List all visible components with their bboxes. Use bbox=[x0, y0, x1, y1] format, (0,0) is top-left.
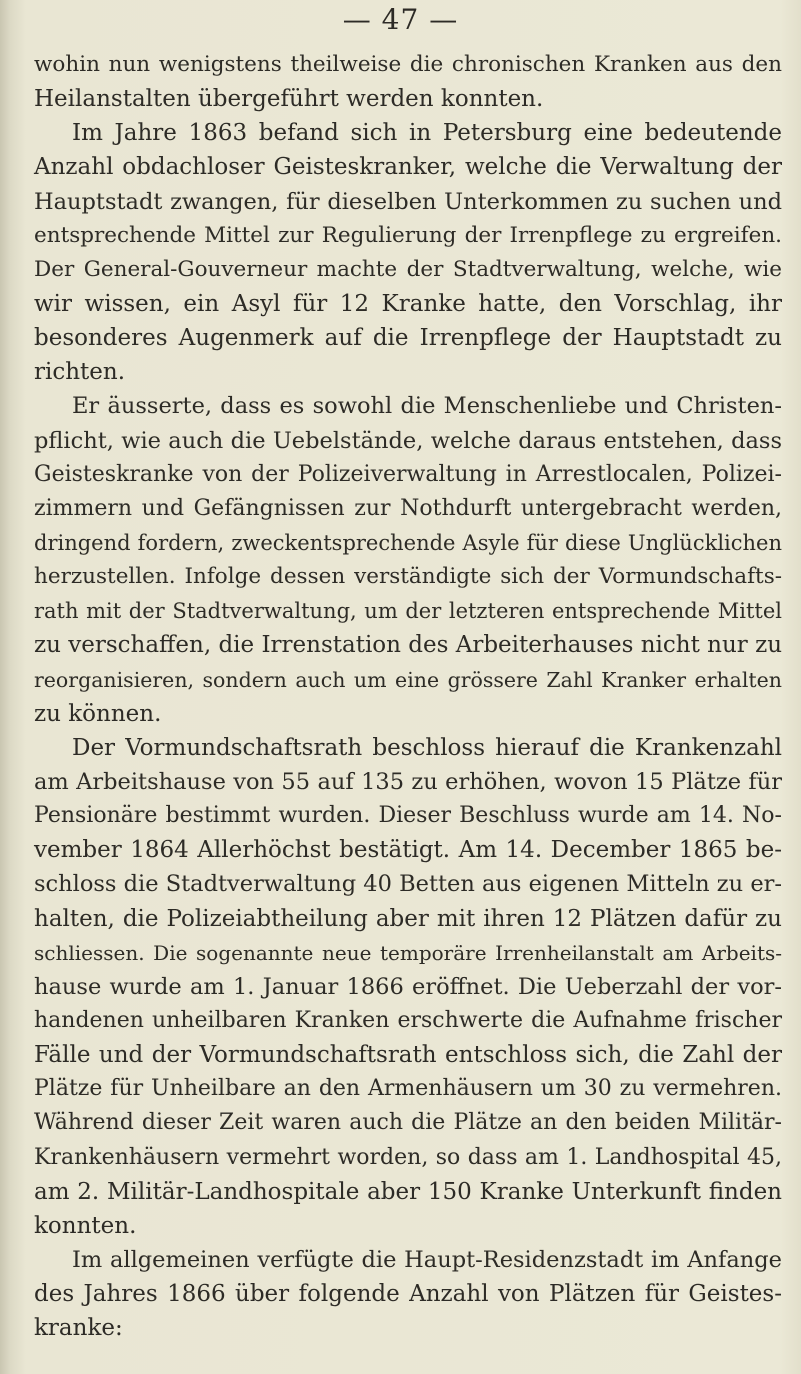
paragraph-start-line: Im allgemeinen verfügte die Haupt-Residenzstadt im Anfange bbox=[72, 1246, 782, 1273]
text-line: rath mit der Stadtverwaltung, um der letzteren entsprechende Mittel bbox=[34, 599, 782, 624]
text-line: des Jahres 1866 über folgende Anzahl von Plätzen für Geistes- bbox=[34, 1281, 782, 1308]
text-line: kranke: bbox=[34, 1315, 123, 1342]
text-line: entsprechende Mittel zur Regulierung der Irrenpflege zu ergreifen. bbox=[34, 222, 782, 248]
text-line: schloss die Stadtverwaltung 40 Betten aus eigenen Mitteln zu er- bbox=[34, 871, 782, 898]
text-line: am Arbeitshause von 55 auf 135 zu erhöhen, wovon 15 Plätze für bbox=[34, 768, 782, 795]
paragraph-start-line: Im Jahre 1863 befand sich in Petersburg eine bedeutende bbox=[72, 120, 782, 147]
page-number: — 47 — bbox=[342, 3, 459, 36]
text-line: reorganisieren, sondern auch um eine grössere Zahl Kranker erhalten bbox=[34, 667, 782, 692]
text-line: Pensionäre bestimmt wurden. Dieser Beschluss wurde am 14. No- bbox=[34, 803, 782, 829]
text-line: zu können. bbox=[34, 700, 162, 727]
text-line: halten, die Polizeiabtheilung aber mit ihren 12 Plätzen dafür zu bbox=[34, 905, 782, 932]
text-line: pflicht, wie auch die Uebelstände, welche daraus entstehen, dass bbox=[34, 427, 782, 454]
text-line: am 2. Militär-Landhospitale aber 150 Kranke Unterkunft finden bbox=[34, 1178, 782, 1205]
text-line: Der General-Gouverneur machte der Stadtverwaltung, welche, wie bbox=[34, 256, 782, 282]
text-line: besonderes Augenmerk auf die Irrenpflege der Hauptstadt zu bbox=[34, 325, 782, 352]
text-line: Krankenhäusern vermehrt worden, so dass am 1. Landhospital 45, bbox=[34, 1144, 782, 1170]
text-line: zimmern und Gefängnissen zur Nothdurft untergebracht werden, bbox=[34, 495, 782, 521]
text-line: Geisteskranke von der Polizeiverwaltung in Arrestlocalen, Polizei- bbox=[34, 461, 782, 487]
text-line: Heilanstalten übergeführt werden konnten. bbox=[34, 86, 544, 113]
text-line: Während dieser Zeit waren auch die Plätze an den beiden Militär- bbox=[34, 1110, 782, 1136]
text-line: schliessen. Die sogenannte neue temporäre Irrenheilanstalt am Arbeits- bbox=[34, 940, 782, 965]
text-line: dringend fordern, zweckentsprechende Asyle für diese Unglücklichen bbox=[34, 530, 782, 555]
paragraph-start-line: Er äusserte, dass es sowohl die Menschenliebe und Christen- bbox=[72, 393, 782, 420]
text-line: Hauptstadt zwangen, für dieselben Unterkommen zu suchen und bbox=[34, 188, 782, 215]
text-line: Fälle und der Vormundschaftsrath entschloss sich, die Zahl der bbox=[34, 1042, 782, 1069]
text-line: richten. bbox=[34, 359, 126, 386]
body-text bbox=[34, 48, 782, 1345]
text-line: wir wissen, ein Asyl für 12 Kranke hatte, den Vorschlag, ihr bbox=[34, 290, 782, 317]
text-line: wohin nun wenigstens theilweise die chronischen Kranken aus den bbox=[34, 52, 782, 77]
paragraph-start-line: Der Vormundschaftsrath beschloss hierauf die Krankenzahl bbox=[72, 734, 782, 761]
text-line: vember 1864 Allerhöchst bestätigt. Am 14. December 1865 be- bbox=[34, 837, 782, 864]
text-line: herzustellen. Infolge dessen verständigte sich der Vormundschafts- bbox=[34, 564, 782, 590]
text-line: zu verschaffen, die Irrenstation des Arbeiterhauses nicht nur zu bbox=[34, 632, 783, 659]
text-line: Anzahl obdachloser Geisteskranker, welche die Verwaltung der bbox=[34, 154, 782, 181]
text-line: hause wurde am 1. Januar 1866 eröffnet. Die Ueberzahl der vor- bbox=[34, 973, 782, 1000]
text-line: handenen unheilbaren Kranken erschwerte die Aufnahme frischer bbox=[34, 1007, 782, 1033]
text-line: Plätze für Unheilbare an den Armenhäusern um 30 zu vermehren. bbox=[34, 1076, 782, 1102]
text-line: konnten. bbox=[34, 1212, 137, 1239]
